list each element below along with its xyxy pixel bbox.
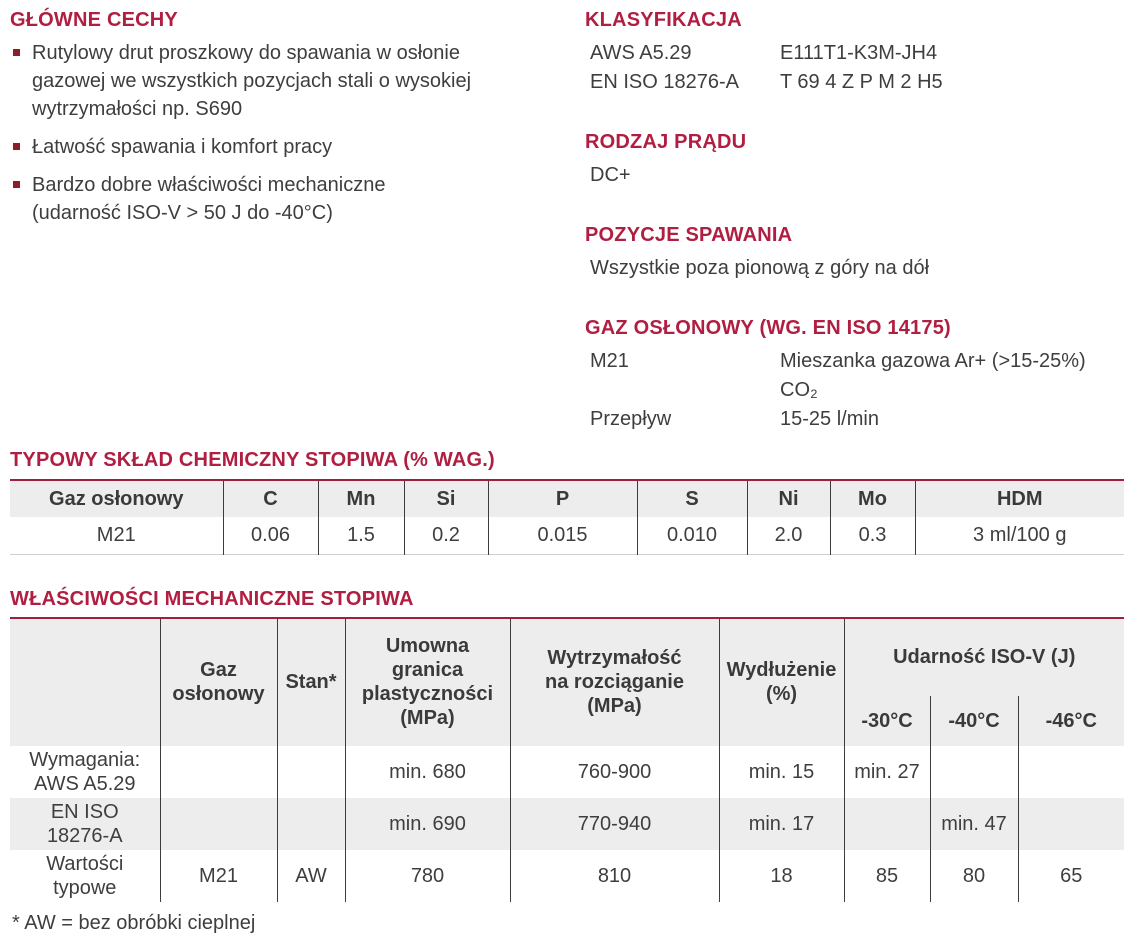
shielding-gas-label: Przepływ [590,408,672,430]
column-header: C [223,480,318,517]
column-header-impact-group: Udarność ISO-V (J) [844,618,1124,696]
shielding-gas-section [585,316,1124,434]
table-cell: 770-940 [510,798,719,850]
mechanical-table-body [10,746,1124,902]
shielding-gas-row [585,405,1124,434]
column-header-elongation: Wydłużenie (%) [719,618,844,746]
column-header-temp: -30°C [844,696,930,746]
column-header-tensile: Wytrzymałość na rozciąganie (MPa) [510,618,719,746]
table-header-row [10,480,1124,517]
classification-section [585,8,1124,97]
column-header-gas: Gaz osłonowy [160,618,277,746]
table-cell [1018,798,1124,850]
column-header-state: Stan* [277,618,345,746]
classification-row [585,68,1124,97]
column-header: Ni [747,480,830,517]
welding-positions-heading: POZYCJE SPAWANIA [585,224,793,246]
top-columns [10,8,1124,448]
table-cell [277,798,345,850]
column-header: Mn [318,480,404,517]
current-type-section [585,130,1124,190]
feature-item: Bardzo dobre właściwości mechaniczne (udarność ISO-V > 50 J do -40°C) [10,171,552,227]
table-row [10,746,1124,798]
chemical-table-header [10,480,1124,517]
column-header-temp: -46°C [1018,696,1124,746]
chemical-table [10,479,1124,555]
mechanical-table-header [10,618,1124,746]
table-header-row [10,618,1124,696]
shielding-gas-heading: GAZ OSŁONOWY (WG. EN ISO 14175) [585,317,951,339]
current-type-heading: RODZAJ PRĄDU [585,131,747,153]
specs-column [572,8,1124,448]
classification-row [585,39,1124,68]
classification-designation: E111T1-K3M-JH4 [780,42,938,64]
current-type-value: DC+ [590,164,631,186]
chemical-table-heading: TYPOWY SKŁAD CHEMICZNY STOPIWA (% WAG.) [10,449,495,471]
column-header: Si [404,480,488,517]
shielding-gas-value: 15-25 l/min [780,408,879,430]
welding-positions-value: Wszystkie poza pionową z góry na dół [590,257,930,279]
table-cell: min. 27 [844,746,930,798]
table-row [10,850,1124,902]
table-footnote: * AW = bez obróbki cieplnej [12,911,256,934]
table-cell: min. 680 [345,746,510,798]
table-cell [277,746,345,798]
column-header: S [637,480,747,517]
column-header: Gaz osłonowy [49,488,184,510]
table-cell: 1.5 [318,517,404,554]
table-cell: 85 [844,850,930,902]
table-cell: 0.010 [637,517,747,554]
feature-item: Łatwość spawania i komfort pracy [10,133,552,161]
table-cell [930,746,1018,798]
table-cell [160,746,277,798]
row-label: EN ISO 18276-A [46,800,123,847]
features-section [10,8,572,448]
row-label: Wartości typowe [46,852,124,899]
welding-positions-section [585,223,1124,283]
table-cell: 65 [1018,850,1124,902]
table-cell: AW [277,850,345,902]
table-cell: 3 ml/100 g [915,517,1124,554]
table-cell [1018,746,1124,798]
classification-designation: T 69 4 Z P M 2 H5 [780,71,943,93]
column-header: HDM [915,480,1124,517]
table-cell: 780 [345,850,510,902]
table-cell: 2.0 [747,517,830,554]
mechanical-table [10,617,1124,902]
table-cell: 760-900 [510,746,719,798]
features-heading: GŁÓWNE CECHY [10,9,178,31]
table-cell: M21 [96,524,136,547]
table-cell: 18 [719,850,844,902]
feature-item: Rutylowy drut proszkowy do spawania w osłonie gazowej we wszystkich pozycjach stali o wysokiej wytrzymałości np. S690 [10,39,552,123]
table-row [10,798,1124,850]
column-header-yield: Umowna granica plastyczności (MPa) [345,618,510,746]
table-cell: 0.015 [488,517,637,554]
column-header: Mo [830,480,915,517]
chemical-table-body [10,517,1124,554]
table-row [10,517,1124,554]
table-cell: 80 [930,850,1018,902]
table-cell: 0.2 [404,517,488,554]
table-cell: min. 690 [345,798,510,850]
shielding-gas-row [585,347,1124,405]
classification-standard: EN ISO 18276-A [590,71,739,93]
shielding-gas-value: Mieszanka gazowa Ar+ (>15-25%) CO₂ [780,350,1086,401]
table-cell: M21 [160,850,277,902]
classification-heading: KLASYFIKACJA [585,9,742,31]
shielding-gas-label: M21 [590,350,629,372]
row-label: Wymagania: AWS A5.29 [29,748,141,795]
table-cell: min. 17 [719,798,844,850]
table-cell: 0.06 [223,517,318,554]
table-cell: 0.3 [830,517,915,554]
table-cell: min. 15 [719,746,844,798]
column-header: P [488,480,637,517]
table-cell [160,798,277,850]
table-cell [844,798,930,850]
table-cell: 810 [510,850,719,902]
classification-standard: AWS A5.29 [590,42,692,64]
empty-corner-cell [10,618,160,746]
column-header-temp: -40°C [930,696,1018,746]
features-list [10,39,572,227]
mechanical-table-heading: WŁAŚCIWOŚCI MECHANICZNE STOPIWA [10,587,414,610]
table-cell: min. 47 [930,798,1018,850]
